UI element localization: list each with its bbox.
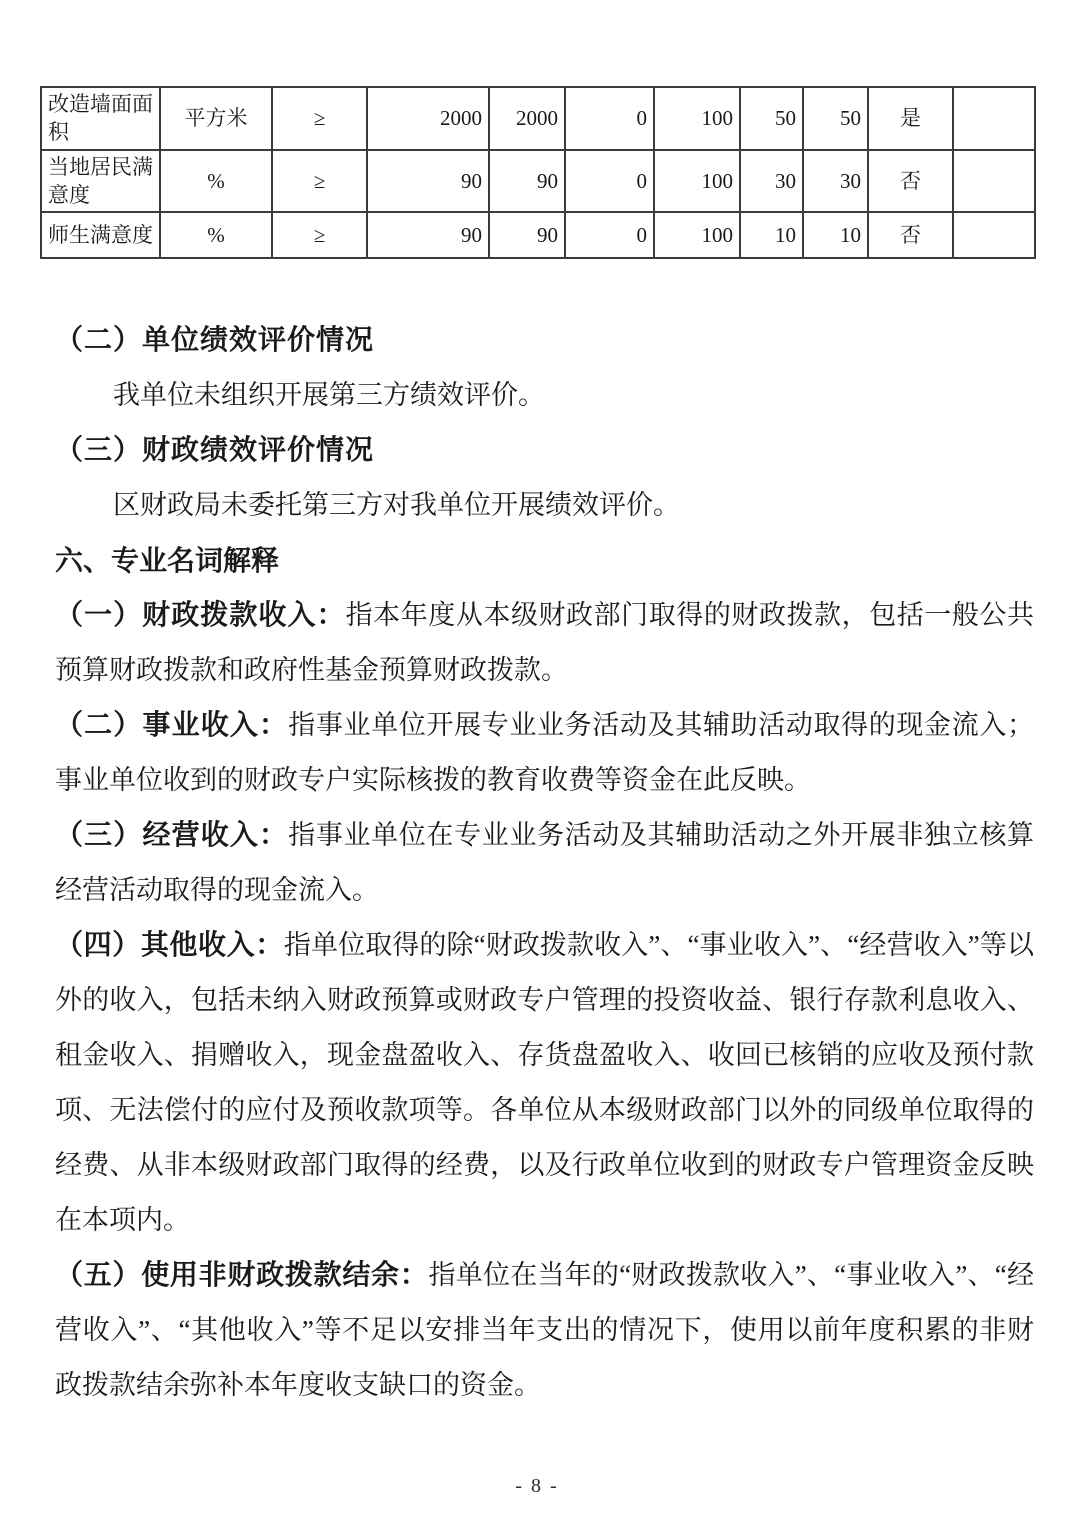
definition-text: 指本年度从本级财政部门取得的财政拨款，包括一般公共预算财政拨款和政府性基金预算财政拨款。 — [55, 600, 1034, 686]
definition-term: （四）其他收入： — [55, 930, 284, 962]
table-cell-direction: ≥ — [272, 150, 367, 213]
definition-business-income — [55, 698, 1034, 808]
table-cell-remark — [953, 150, 1035, 213]
table-row — [41, 87, 1035, 150]
page-number: - 8 - — [515, 1475, 559, 1497]
table-cell-direction: ≥ — [272, 212, 367, 258]
table-cell-actual-value: 2000 — [489, 87, 565, 150]
table-cell-completion-rate: 100 — [654, 150, 740, 213]
table-cell-actual-value: 90 — [489, 212, 565, 258]
table-cell-indicator-name: 师生满意度 — [41, 212, 160, 258]
section-heading-terminology: 六、专业名词解释 — [55, 545, 280, 577]
section-heading-unit-evaluation: （二）单位绩效评价情况 — [55, 325, 375, 357]
table-cell-direction: ≥ — [272, 87, 367, 150]
table-cell-target-value: 90 — [367, 212, 489, 258]
definition-term: （一）财政拨款收入： — [55, 600, 346, 632]
definition-text: 指单位在当年的“财政拨款收入”、“事业收入”、“经营收入”、“其他收入”等不足以安排当年支出的情况下，使用以前年度积累的非财政拨款结余弥补本年度收支缺口的资金。 — [55, 1260, 1034, 1401]
paragraph-fiscal-evaluation: 区财政局未委托第三方对我单位开展绩效评价。 — [113, 490, 680, 521]
table-cell-unit: % — [160, 212, 272, 258]
table-cell-score: 10 — [803, 212, 868, 258]
definition-text: 指单位取得的除“财政拨款收入”、“事业收入”、“经营收入”等以外的收入，包括未纳入财政预算或财政专户管理的投资收益、银行存款利息收入、租金收入、捐赠收入，现金盘盈收入、存货盘盈收入、收回已核销的应收及预付款项、无法偿付的应付及预收款项等。各单位从本级财政部门以外的同级单位取得的经费、从非本级财政部门取得的经费，以及行政单位收到的财政专户管理资金反映在本项内。 — [55, 930, 1034, 1236]
table-cell-deviation: 0 — [565, 212, 654, 258]
table-cell-target-value: 90 — [367, 150, 489, 213]
definition-text: 指事业单位在专业业务活动及其辅助活动之外开展非独立核算经营活动取得的现金流入。 — [55, 820, 1034, 906]
table-cell-achieved-flag: 是 — [868, 87, 953, 150]
table-cell-indicator-name: 改造墙面面积 — [41, 87, 160, 150]
table-cell-score: 50 — [803, 87, 868, 150]
definition-text: 指事业单位开展专业业务活动及其辅助活动取得的现金流入；事业单位收到的财政专户实际核拨的教育收费等资金在此反映。 — [55, 710, 1034, 796]
definition-operating-income — [55, 808, 1034, 918]
table-cell-achieved-flag: 否 — [868, 150, 953, 213]
table-cell-target-value: 2000 — [367, 87, 489, 150]
table-cell-achieved-flag: 否 — [868, 212, 953, 258]
table-cell-deviation: 0 — [565, 87, 654, 150]
section-heading-fiscal-evaluation: （三）财政绩效评价情况 — [55, 435, 375, 467]
definition-non-fiscal-balance-usage — [55, 1248, 1034, 1413]
table-cell-completion-rate: 100 — [654, 212, 740, 258]
table-row — [41, 150, 1035, 213]
definition-fiscal-appropriation-income — [55, 588, 1034, 698]
table-row — [41, 212, 1035, 258]
table-cell-remark — [953, 212, 1035, 258]
table-cell-unit: 平方米 — [160, 87, 272, 150]
table-cell-indicator-name: 当地居民满意度 — [41, 150, 160, 213]
paragraph-unit-evaluation: 我单位未组织开展第三方绩效评价。 — [113, 380, 545, 411]
table-cell-completion-rate: 100 — [654, 87, 740, 150]
definition-term: （二）事业收入： — [55, 710, 289, 742]
table-cell-actual-value: 90 — [489, 150, 565, 213]
document-body — [55, 313, 1034, 1413]
table-cell-weight: 30 — [740, 150, 803, 213]
definition-term: （三）经营收入： — [55, 820, 289, 852]
table-cell-score: 30 — [803, 150, 868, 213]
table-cell-deviation: 0 — [565, 150, 654, 213]
table-cell-unit: % — [160, 150, 272, 213]
table-cell-weight: 50 — [740, 87, 803, 150]
table-cell-remark — [953, 87, 1035, 150]
performance-indicator-table — [40, 86, 1036, 259]
table-cell-weight: 10 — [740, 212, 803, 258]
definition-other-income — [55, 918, 1034, 1248]
definition-term: （五）使用非财政拨款结余： — [55, 1260, 429, 1292]
